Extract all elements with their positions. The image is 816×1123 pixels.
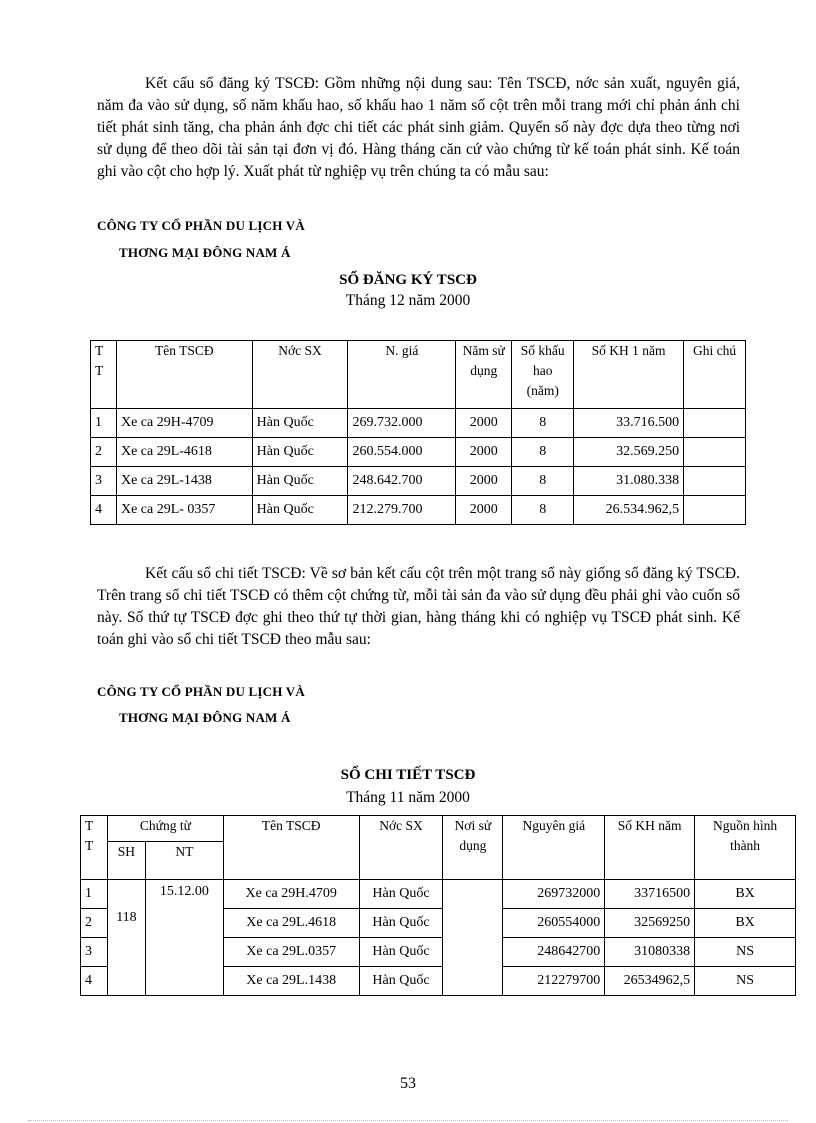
detail-cell-nt: 15.12.00 (145, 880, 223, 996)
register-cell-note (684, 467, 746, 496)
register-cell-dep-years: 8 (512, 438, 574, 467)
register-cell-year: 2000 (456, 496, 512, 525)
register-cell-tt: 2 (91, 438, 117, 467)
table-row (91, 409, 746, 438)
detail-header-place: Nơi sử dụng (443, 816, 503, 880)
register-cell-annual-dep: 26.534.962,5 (574, 496, 684, 525)
register-cell-annual-dep: 32.569.250 (574, 438, 684, 467)
detail-cell-annual-dep: 31080338 (605, 938, 695, 967)
detail-cell-country: Hàn Quốc (359, 967, 443, 996)
company-name-line1: CÔNG TY CỔ PHẦN DU LỊCH VÀ (97, 218, 305, 233)
detail-cell-tt: 3 (81, 938, 108, 967)
detail-cell-source: BX (695, 880, 796, 909)
register-cell-name: Xe ca 29L-4618 (116, 438, 252, 467)
register-header-country: Nớc SX (252, 341, 348, 409)
register-header-year: Năm sử dụng (456, 341, 512, 409)
detail-cell-tt: 4 (81, 967, 108, 996)
detail-cell-place (443, 880, 503, 996)
register-cell-name: Xe ca 29L-1438 (116, 467, 252, 496)
register-header-annual-dep: Số KH 1 năm (574, 341, 684, 409)
paragraph-register-intro: Kết cấu sổ đăng ký TSCĐ: Gồm những nội dung sau: Tên TSCĐ, nớc sản xuất, nguyên giá, năm đa vào sử dụng, số năm khấu hao, số khấu hao 1 năm số cột trên mỗi trang mới chỉ phản ánh chi tiết phát sinh tăng, cha phản ánh đợc chi tiết các phát sinh giảm. Quyển số này đợc dựa theo từng nơi sử dụng để theo dõi tài sản tại đơn vị đó. Hàng tháng căn cứ vào chứng từ kế toán phát sinh. Kế toán ghi vào cột cho hợp lý. Xuất phát từ nghiệp vụ trên chúng ta có mẫu sau: (97, 75, 740, 180)
register-subtitle: Tháng 12 năm 2000 (345, 292, 471, 309)
detail-cell-name: Xe ca 29L.4618 (223, 909, 359, 938)
table-row (91, 467, 746, 496)
page-number: 53 (400, 1075, 416, 1092)
register-cell-annual-dep: 31.080.338 (574, 467, 684, 496)
company-name-line1-second: CÔNG TY CỔ PHẦN DU LỊCH VÀ (97, 684, 305, 699)
paragraph-detail-intro: Kết cấu sổ chi tiết TSCĐ: Về sơ bản kết cấu cột trên một trang sổ này giống sổ đăng ký TSCĐ. Trên trang sổ chi tiết TSCĐ có thêm cột chứng từ, mỗi tài sản đa vào sử dụng đều phải ghi vào cuốn sổ này. Số thứ tự TSCĐ đợc ghi theo thứ tự thời gian, hàng tháng khi có nghiệp vụ TSCĐ phát sinh. Kế toán ghi vào sổ chi tiết TSCĐ theo mẫu sau: (97, 565, 740, 648)
detail-cell-annual-dep: 33716500 (605, 880, 695, 909)
detail-subtitle: Tháng 11 năm 2000 (346, 789, 470, 806)
register-cell-cost: 212.279.700 (348, 496, 456, 525)
register-cell-country: Hàn Quốc (252, 496, 348, 525)
detail-cell-country: Hàn Quốc (359, 938, 443, 967)
detail-cell-source: NS (695, 938, 796, 967)
detail-header-nt: NT (145, 842, 223, 880)
detail-cell-sh: 118 (107, 880, 145, 996)
page-bottom-divider (28, 1120, 788, 1121)
register-cell-note (684, 496, 746, 525)
register-cell-cost: 248.642.700 (348, 467, 456, 496)
detail-table (80, 815, 796, 996)
register-header-dep-years: Số khấu hao (năm) (512, 341, 574, 409)
detail-header-name: Tên TSCĐ (223, 816, 359, 880)
register-cell-year: 2000 (456, 438, 512, 467)
register-header-name: Tên TSCĐ (116, 341, 252, 409)
detail-title: SỔ CHI TIẾT TSCĐ (340, 767, 476, 783)
detail-cell-tt: 2 (81, 909, 108, 938)
detail-cell-source: BX (695, 909, 796, 938)
register-cell-dep-years: 8 (512, 496, 574, 525)
register-cell-dep-years: 8 (512, 467, 574, 496)
register-cell-note (684, 409, 746, 438)
register-header-tt: T T (91, 341, 117, 409)
company-name-line2: THƠNG MẠI ĐÔNG NAM Á (119, 245, 291, 260)
detail-header-country: Nớc SX (359, 816, 443, 880)
detail-cell-name: Xe ca 29L.0357 (223, 938, 359, 967)
register-cell-dep-years: 8 (512, 409, 574, 438)
register-cell-cost: 260.554.000 (348, 438, 456, 467)
detail-header-annual-dep: Số KH năm (605, 816, 695, 880)
register-cell-tt: 3 (91, 467, 117, 496)
register-cell-name: Xe ca 29H-4709 (116, 409, 252, 438)
detail-cell-cost: 260554000 (503, 909, 605, 938)
table-row (91, 438, 746, 467)
detail-header-source: Nguồn hình thành (695, 816, 796, 880)
register-cell-name: Xe ca 29L- 0357 (116, 496, 252, 525)
detail-cell-annual-dep: 32569250 (605, 909, 695, 938)
detail-cell-country: Hàn Quốc (359, 909, 443, 938)
detail-cell-source: NS (695, 967, 796, 996)
register-cell-note (684, 438, 746, 467)
company-name-line2-second: THƠNG MẠI ĐÔNG NAM Á (119, 710, 291, 725)
register-cell-cost: 269.732.000 (348, 409, 456, 438)
register-cell-country: Hàn Quốc (252, 409, 348, 438)
register-cell-year: 2000 (456, 409, 512, 438)
detail-cell-tt: 1 (81, 880, 108, 909)
register-cell-annual-dep: 33.716.500 (574, 409, 684, 438)
detail-cell-annual-dep: 26534962,5 (605, 967, 695, 996)
register-table (90, 340, 746, 525)
detail-cell-cost: 212279700 (503, 967, 605, 996)
detail-header-sh: SH (107, 842, 145, 880)
register-cell-country: Hàn Quốc (252, 467, 348, 496)
register-header-note: Ghi chú (684, 341, 746, 409)
table-row (81, 880, 796, 909)
detail-header-tt: T T (81, 816, 108, 880)
detail-header-cost: Nguyên giá (503, 816, 605, 880)
register-header-cost: N. giá (348, 341, 456, 409)
register-cell-tt: 4 (91, 496, 117, 525)
register-header-row (91, 341, 746, 409)
detail-header-voucher: Chứng từ (107, 816, 223, 842)
detail-cell-cost: 269732000 (503, 880, 605, 909)
detail-cell-cost: 248642700 (503, 938, 605, 967)
register-title: SỔ ĐĂNG KÝ TSCĐ (339, 272, 477, 288)
register-cell-year: 2000 (456, 467, 512, 496)
table-row (91, 496, 746, 525)
detail-cell-name: Xe ca 29L.1438 (223, 967, 359, 996)
detail-header-row-1 (81, 816, 796, 842)
register-cell-tt: 1 (91, 409, 117, 438)
register-cell-country: Hàn Quốc (252, 438, 348, 467)
detail-cell-country: Hàn Quốc (359, 880, 443, 909)
detail-cell-name: Xe ca 29H.4709 (223, 880, 359, 909)
